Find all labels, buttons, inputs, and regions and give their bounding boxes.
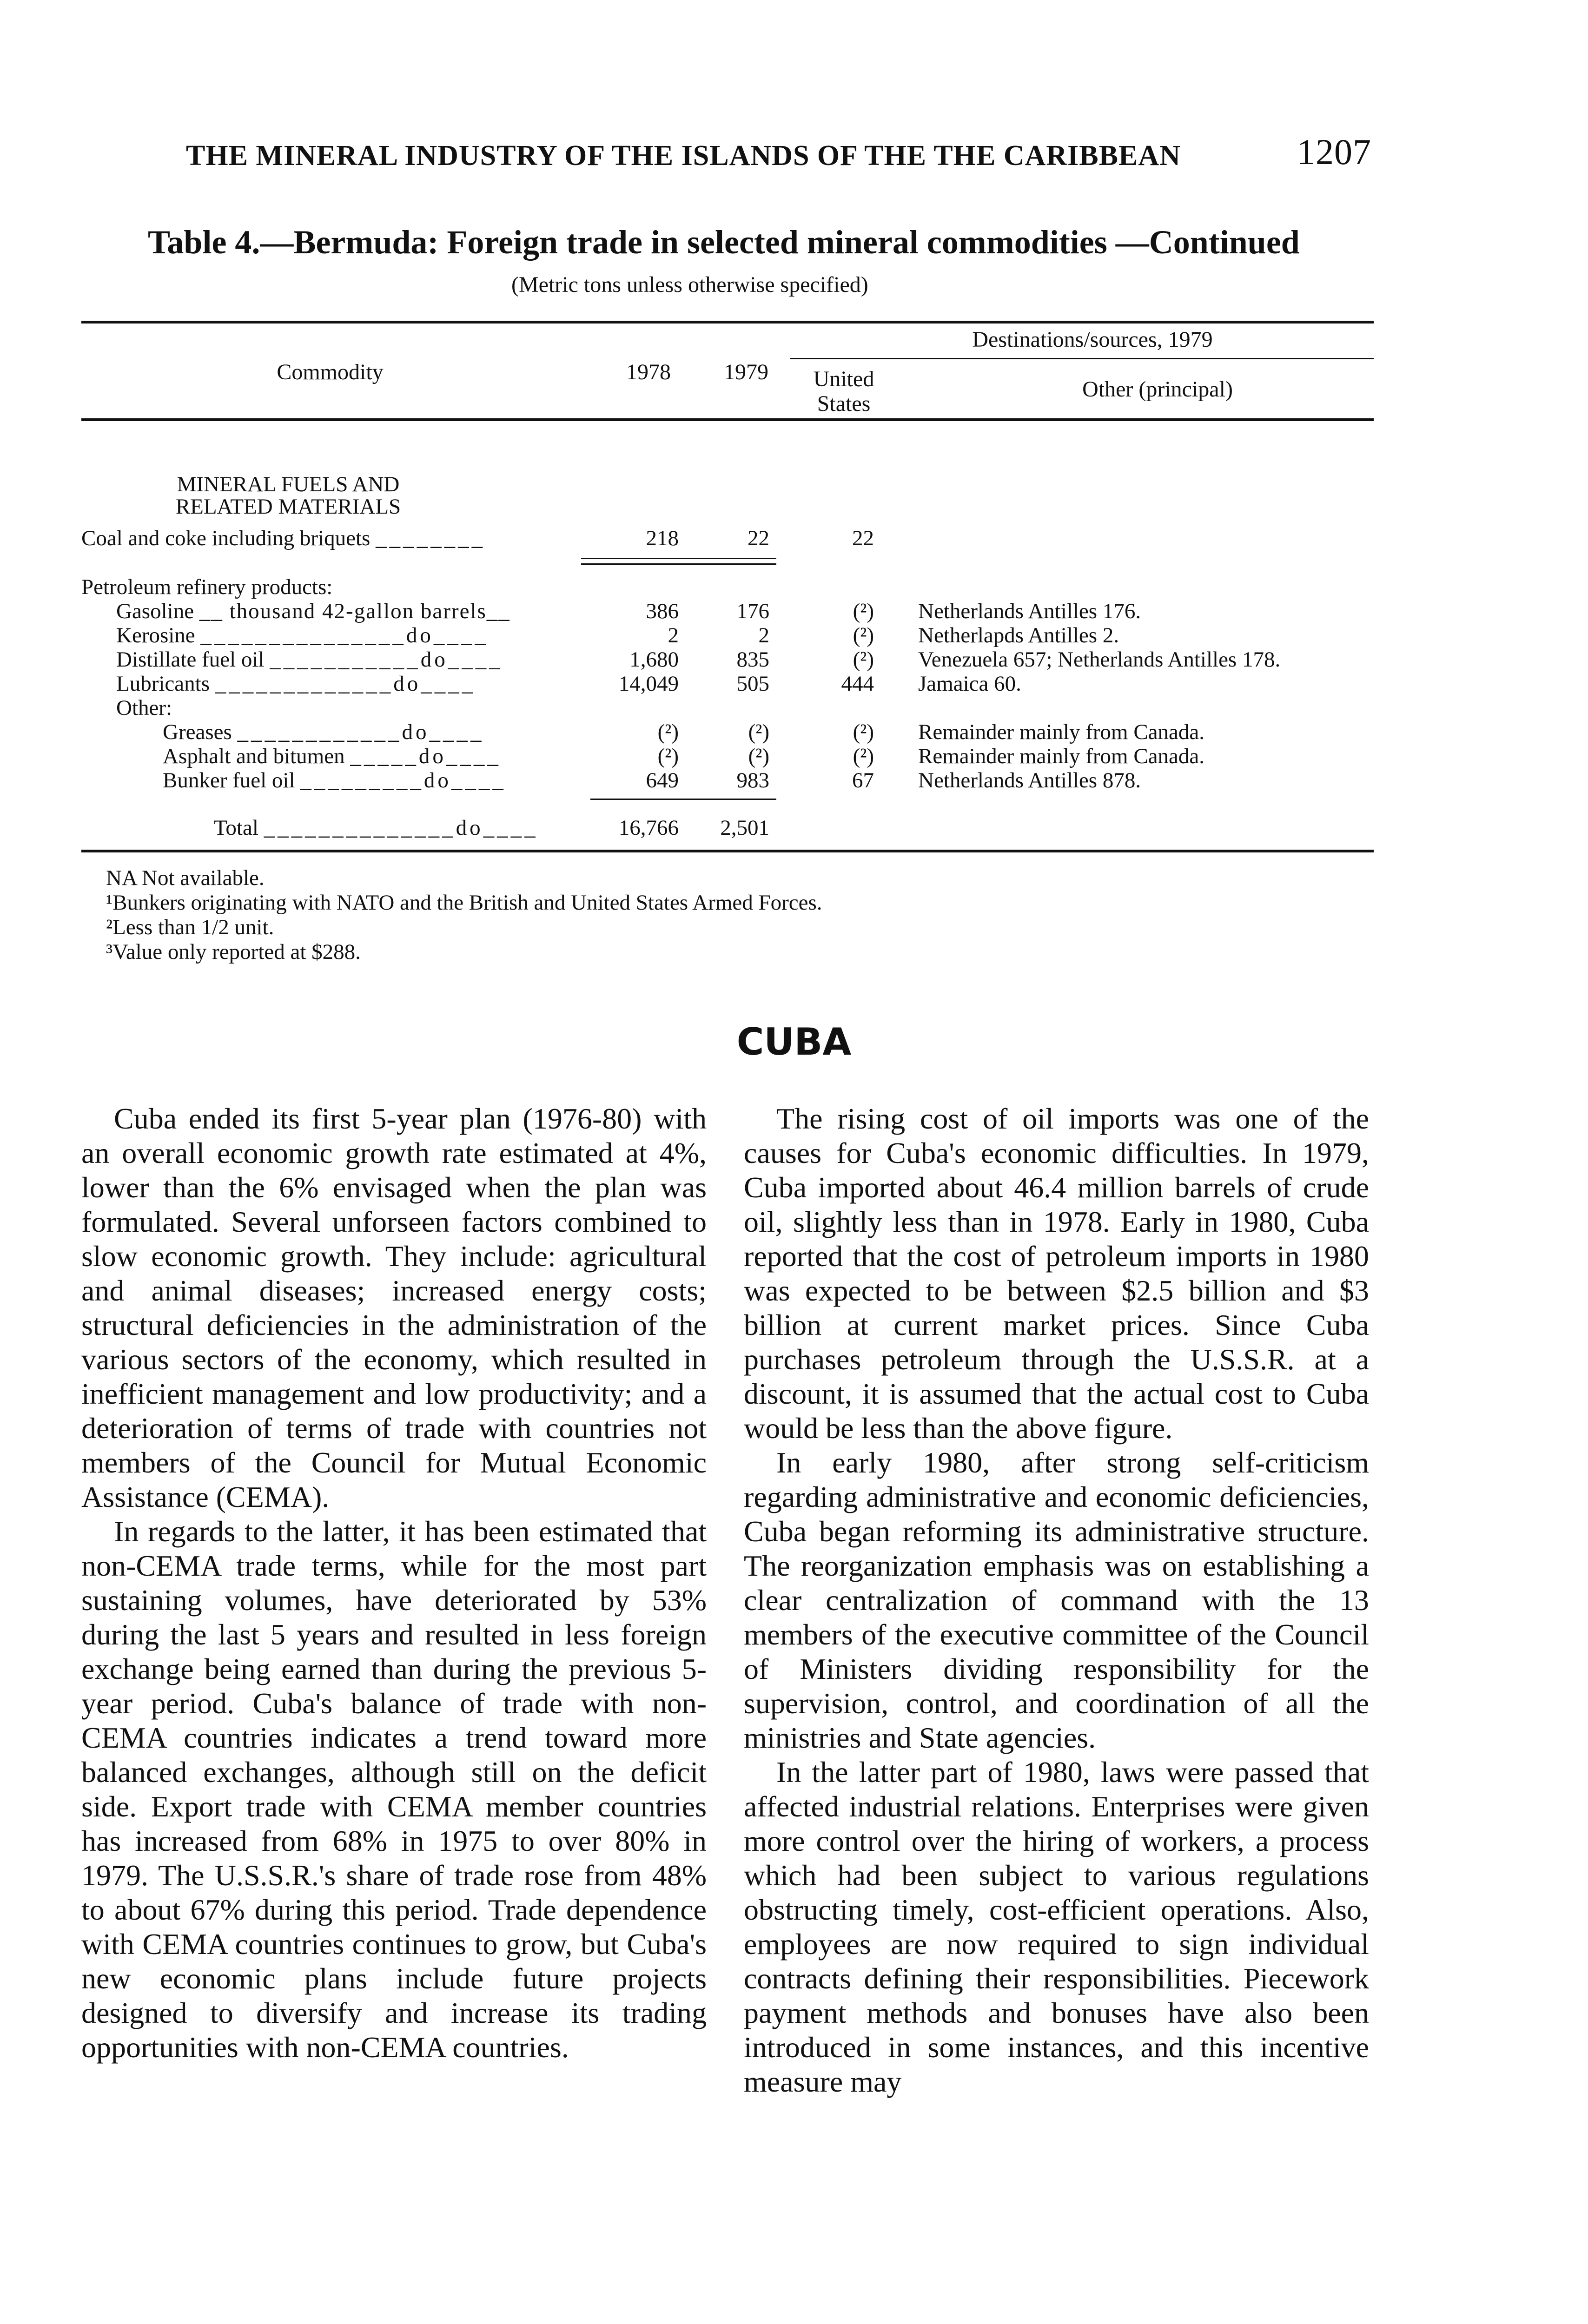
cell-1978: 386 <box>646 599 679 623</box>
row-label: Kerosine <box>116 623 195 647</box>
row-label: Distillate fuel oil <box>116 647 265 672</box>
total-rule <box>590 799 776 800</box>
cell-us: 67 <box>852 768 874 792</box>
footnote: NA Not available. <box>106 866 265 890</box>
cell-1978: (²) <box>657 744 679 768</box>
row-label: Gasoline <box>116 599 194 623</box>
table-subtitle: (Metric tons unless otherwise specified) <box>511 272 868 297</box>
cell-1979: 176 <box>736 599 769 623</box>
header-1978: 1978 <box>626 360 671 384</box>
cell-us: (²) <box>853 720 874 744</box>
row-leader: _____________do____ <box>215 672 476 696</box>
header-dest-group: Destinations/sources, 1979 <box>972 327 1213 352</box>
cell-1979: 22 <box>748 526 769 550</box>
row-label: Lubricants <box>116 672 210 696</box>
table-row <box>116 649 503 671</box>
table-row <box>163 746 501 767</box>
right-column <box>744 1102 1369 2099</box>
row-label: Bunker fuel oil <box>163 768 295 792</box>
table-row <box>116 625 489 647</box>
footnote: ²Less than 1/2 unit. <box>106 915 274 939</box>
paragraph: The rising cost of oil imports was one of the causes for Cuba's economic difficulties. In 1979, Cuba imported about 46.4 million barrels of crude oil, slightly less than in 1978. Early in 1980, Cuba reported that the cost of petroleum imports in 1980 was expected to be between $2.5 billion and $3 billion at current market prices. Since Cuba purchases petroleum through the U.S.S.R. at a discount, it is assumed that the actual cost to Cuba would be less than the above figure. <box>744 1102 1369 1445</box>
cell-1979: (²) <box>748 744 769 768</box>
row-label: Asphalt and bitumen <box>163 744 345 768</box>
row-leader: _____do____ <box>350 744 501 768</box>
row-label: Total <box>214 816 258 840</box>
cell-1978: 649 <box>646 768 679 792</box>
cell-1979: 505 <box>736 672 769 696</box>
cell-us: (²) <box>853 744 874 768</box>
cell-us: 22 <box>852 526 874 550</box>
cell-us: (²) <box>853 647 874 672</box>
cell-other: Remainder mainly from Canada. <box>918 720 1205 744</box>
table-row <box>163 770 506 792</box>
paragraph: In the latter part of 1980, laws were passed that affected industrial relations. Enterprises were given more control over the hiring of workers, a process which had been subject to various regulations obstructing timely, cost-efficient operations. Also, employees are now required to sign individual contracts defining their responsibilities. Piecework payment methods and bonuses have also been introduced in some instances, and this incentive measure may <box>744 1756 1369 2098</box>
table-row <box>163 721 484 743</box>
header-1979: 1979 <box>724 360 768 384</box>
table-title: Table 4.—Bermuda: Foreign trade in selected mineral commodities —Continued <box>148 224 1300 261</box>
cell-1978: 218 <box>646 526 679 550</box>
row-leader: _______________do____ <box>200 623 489 647</box>
cell-1979: 2,501 <box>720 816 769 840</box>
row-leader: _________do____ <box>300 768 506 792</box>
left-column <box>81 1102 707 2065</box>
cell-us: (²) <box>853 623 874 647</box>
cell-1978: 2 <box>668 623 679 647</box>
header-other-principal: Other (principal) <box>1082 377 1233 402</box>
row-leader: __ thousand 42-gallon barrels__ <box>199 599 510 623</box>
page-number: 1207 <box>1297 132 1371 172</box>
row-label: Coal and coke including briquets <box>81 526 371 550</box>
row-leader: ________ <box>376 526 486 550</box>
header-commodity: Commodity <box>277 360 384 384</box>
table-row <box>214 817 538 839</box>
cell-other: Remainder mainly from Canada. <box>918 744 1205 768</box>
table-bottom-rule <box>81 850 1374 852</box>
table-top-rule <box>81 321 1374 324</box>
cell-1979: (²) <box>748 720 769 744</box>
footnote: ³Value only reported at $288. <box>106 940 361 964</box>
table-row <box>81 528 485 549</box>
row-label: Greases <box>163 720 232 744</box>
subtotal-rule <box>581 563 776 565</box>
row-heading: Other: <box>116 696 172 720</box>
header-bottom-rule <box>81 418 1374 421</box>
section-title: CUBA <box>736 1020 852 1063</box>
table-row <box>116 673 476 695</box>
cell-other: Netherlapds Antilles 2. <box>918 623 1119 647</box>
dest-group-rule <box>790 358 1374 359</box>
row-leader: ___________do____ <box>270 647 503 672</box>
cell-1979: 983 <box>736 768 769 792</box>
running-head <box>186 132 1371 172</box>
cell-us: (²) <box>853 599 874 623</box>
cell-us: 444 <box>841 672 874 696</box>
cell-1978: 14,049 <box>618 672 679 696</box>
row-heading: Petroleum refinery products: <box>81 575 333 599</box>
section-label: MINERAL FUELS AND RELATED MATERIALS <box>175 472 401 519</box>
cell-1978: (²) <box>657 720 679 744</box>
header-united-states: United States <box>813 367 874 416</box>
cell-other: Netherlands Antilles 878. <box>918 768 1141 792</box>
cell-other: Netherlands Antilles 176. <box>918 599 1141 623</box>
running-head-title: THE MINERAL INDUSTRY OF THE ISLANDS OF THE THE CARIBBEAN <box>186 140 1181 172</box>
row-leader: ____________do____ <box>237 720 484 744</box>
paragraph: Cuba ended its first 5-year plan (1976-80) with an overall economic growth rate estimated at 4%, lower than the 6% envisaged when the plan was formulated. Several unforseen factors combined to slow economic growth. They include: agricultural and animal diseases; increased energy costs; structural deficiencies in the administration of the various sectors of the economy, which resulted in inefficient management and low productivity; and a deterioration of terms of trade with countries not members of the Council for Mutual Economic Assistance (CEMA). <box>81 1102 707 1513</box>
cell-1978: 16,766 <box>618 816 679 840</box>
cell-1978: 1,680 <box>629 647 679 672</box>
subtotal-rule <box>581 558 776 559</box>
cell-other: Venezuela 657; Netherlands Antilles 178. <box>918 647 1281 672</box>
table-row <box>116 601 510 622</box>
row-leader: ______________do____ <box>264 816 538 840</box>
paragraph: In regards to the latter, it has been estimated that non-CEMA trade terms, while for the most part sustaining volumes, have deteriorated by 53% during the last 5 years and resulted in less foreign exchange being earned than during the previous 5-year period. Cuba's balance of trade with non-CEMA countries indicates a trend toward more balanced exchanges, although still on the deficit side. Export trade with CEMA member countries has increased from 68% in 1975 to over 80% in 1979. The U.S.S.R.'s share of trade rose from 48% to about 67% during this period. Trade dependence with CEMA countries continues to grow, but Cuba's new economic plans include future projects designed to diversify and increase its trading opportunities with non-CEMA countries. <box>81 1515 707 2064</box>
footnote: ¹Bunkers originating with NATO and the British and United States Armed Forces. <box>106 891 822 915</box>
cell-other: Jamaica 60. <box>918 672 1021 696</box>
cell-1979: 835 <box>736 647 769 672</box>
paragraph: In early 1980, after strong self-criticism regarding administrative and economic deficiencies, Cuba began reforming its administrative structure. The reorganization emphasis was on establishing a clear centralization of command with the 13 members of the executive committee of the Council of Ministers dividing responsibility for the supervision, control, and coordination of all the ministries and State agencies. <box>744 1446 1369 1754</box>
cell-1979: 2 <box>758 623 769 647</box>
